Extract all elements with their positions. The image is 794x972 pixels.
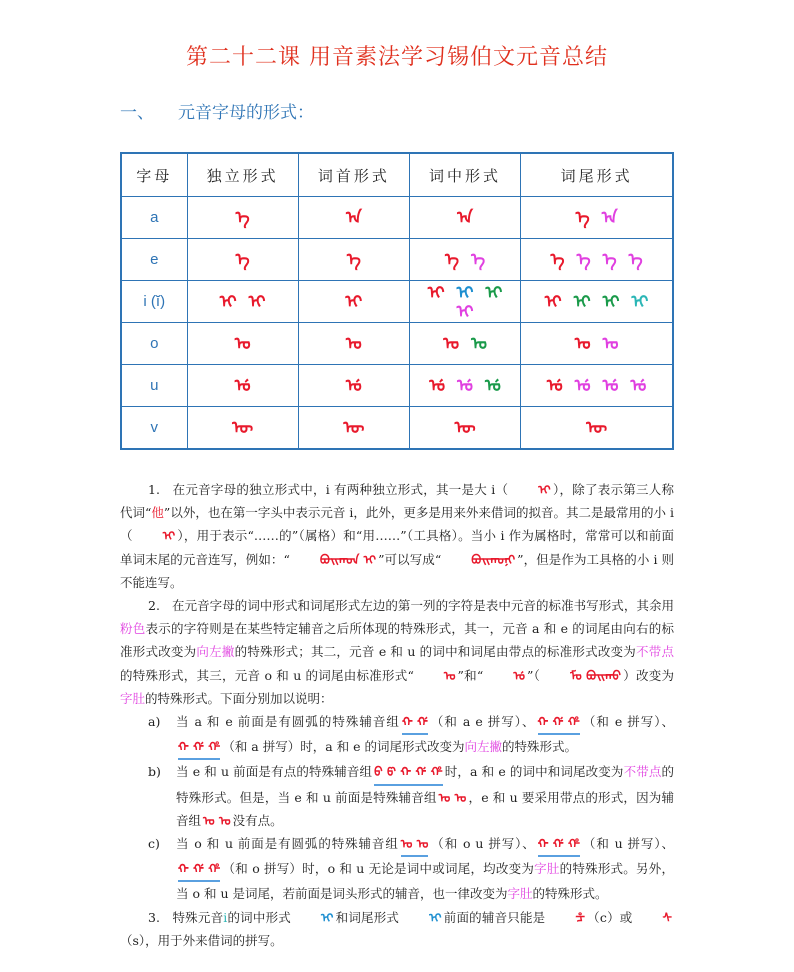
vowel-glyph: ᡠ bbox=[484, 376, 501, 396]
form-cell-final bbox=[521, 407, 673, 450]
vowel-glyph: ᠣ bbox=[471, 334, 487, 354]
vowel-glyph: ᠡ bbox=[346, 250, 361, 270]
vowel-glyph: ᡳ bbox=[573, 292, 591, 312]
paragraph-3: 3. 特殊元音i的词中形式 ᡳ 和词尾形式 ᡳ 前面的辅音只能是 ᡱ （c）或 ᠰ（s），用于外来借词的拼写。 bbox=[120, 909, 672, 948]
vowel-glyph: ᡳ bbox=[345, 292, 363, 312]
form-cell-initial bbox=[298, 281, 409, 323]
vowel-glyph: ᠣ bbox=[574, 334, 591, 354]
vowel-glyph: ᡝ bbox=[445, 250, 460, 270]
o-final-glyph: ᠣ bbox=[443, 667, 456, 683]
vowel-glyph: ᡳ bbox=[219, 292, 237, 312]
u-final-glyph: ᡠ bbox=[513, 667, 525, 683]
form-cell-medial bbox=[409, 323, 520, 365]
form-cell-independent bbox=[187, 323, 298, 365]
vowel-glyph: ᠠ bbox=[457, 208, 473, 228]
item-a: a) 当 a 和 e 前面是有圆弧的特殊辅音组 ᡴ ᡤ （和 a e 拼写）、 ᡴ ᡤ ᡥ （和 e 拼写）、ᡴ ᡤ ᡥ （和 a 拼写）时，a 和 e 的词尾形式改变为向左撇的特殊形式。 bbox=[120, 710, 674, 760]
vowel-glyph: ᡠ bbox=[546, 376, 563, 396]
item-b: b) 当 e 和 u 前面是有点的特殊辅音组 ᠪ ᡦ ᡴ ᡤ ᡥ 时，a 和 e 的词中和词尾改变为不带点的特殊形式。但是，当 e 和 u 前面是特殊辅音组 ᠣ ᠣ ，e 和 u 要采用带点的形式，因为辅音组 ᠣ ᠣ 没有点。 bbox=[120, 760, 674, 832]
big-i-glyph: ᡳ bbox=[538, 482, 551, 497]
vowel-glyph: ᡡ bbox=[343, 418, 365, 438]
vowel-glyph: ᠠ bbox=[601, 208, 618, 228]
form-cell-initial bbox=[298, 239, 409, 281]
vowel-glyph: ᡠ bbox=[457, 376, 473, 396]
vowel-glyph: ᡡ bbox=[232, 418, 254, 438]
form-cell-independent bbox=[187, 239, 298, 281]
vowel-glyph: ᡡ bbox=[454, 418, 476, 438]
vowel-glyph: ᡳ bbox=[544, 292, 562, 312]
table-row bbox=[121, 239, 673, 281]
form-cell-final bbox=[521, 281, 673, 323]
small-i-glyph: ᡳ bbox=[162, 528, 176, 544]
table-row bbox=[121, 323, 673, 365]
vowel-glyph: ᡠ bbox=[574, 376, 591, 396]
col-header-initial: 词首形式 bbox=[298, 153, 409, 197]
vowel-glyph: ᡠ bbox=[602, 376, 619, 396]
vowel-glyph: ᡠ bbox=[234, 376, 251, 396]
form-cell-medial bbox=[409, 407, 520, 450]
vowel-letter: u bbox=[121, 365, 187, 407]
col-header-final: 词尾形式 bbox=[521, 153, 673, 197]
col-header-letter: 字母 bbox=[121, 153, 187, 197]
form-cell-final bbox=[521, 323, 673, 365]
vowel-glyph: ᠠ bbox=[345, 208, 362, 228]
vowel-forms-table bbox=[120, 152, 674, 450]
vowel-letter: v bbox=[121, 407, 187, 450]
page-title: 第二十二课 用音素法学习锡伯文元音总结 bbox=[186, 45, 608, 70]
paragraph-1: 1. 在元音字母的独立形式中，i 有两种独立形式，其一是大 i（ ᡳ ），除了表示第三人称代词“他”以外，也在第一字头中表示元音 i，此外，更多是用来外来借词的拟音。其二是最常用的小 i（ ᡳ ），用于表示“……的”（属格）和“用……”（工具格）。当小 i 作为属格时，常常可以和前面单词末尾的元音连写，例如：“ ᠪᠣᡳᡴᠣᠨ ᡳ ”可以写成“ ᠪᠣᡳᡴᠣᠨᡳ ”，但是作为工具格的小 i 则不能连写。 bbox=[120, 478, 674, 594]
vowel-glyph: ᡳ bbox=[602, 292, 620, 312]
vowel-letter: o bbox=[121, 323, 187, 365]
form-cell-initial bbox=[298, 365, 409, 407]
vowel-glyph: ᡝ bbox=[628, 250, 643, 270]
vowel-glyph: ᠣ bbox=[345, 334, 362, 354]
form-cell-final bbox=[521, 197, 673, 239]
form-cell-independent bbox=[187, 197, 298, 239]
table-row bbox=[121, 365, 673, 407]
vowel-glyph: ᡳ bbox=[485, 282, 503, 303]
example-joined-glyph: ᠪᠣᡳᡴᠣᠨᡳ bbox=[471, 551, 516, 567]
section-number: 一、 bbox=[120, 103, 154, 123]
vowel-glyph: ᡡ bbox=[586, 418, 608, 438]
vowel-glyph: ᡳ bbox=[427, 282, 445, 303]
vowel-glyph: ᡳ bbox=[456, 301, 474, 322]
section-label: 元音字母的形式： bbox=[178, 103, 314, 123]
vowel-glyph: ᠡ bbox=[235, 250, 250, 270]
table-row bbox=[121, 281, 673, 323]
vowel-glyph: ᡠ bbox=[429, 376, 446, 396]
form-cell-final bbox=[521, 239, 673, 281]
paragraph-2: 2. 在元音字母的词中形式和词尾形式左边的第一列的字符是表中元音的标准书写形式，其余用粉色表示的字符则是在某些特定辅音之后所体现的特殊形式，其一，元音 a 和 e 的词尾由向右的标准形式改变为向左撇的特殊形式；其二，元音 e 和 u 的词中和词尾由带点的标准形式改变为不带点的特殊形式，其三，元音 o 和 u 的词尾由标准形式“ ᠣ ”和“ ᡠ ”（ ᠮᠣ ᠪᠣᡳᡴᠣ ）改变为字肚的特殊形式。下面分别加以说明： bbox=[120, 598, 674, 706]
vowel-glyph: ᡳ bbox=[456, 282, 474, 303]
vowel-glyph: ᡳ bbox=[631, 292, 649, 312]
vowel-glyph: ᡠ bbox=[630, 376, 647, 396]
vowel-letter: e bbox=[121, 239, 187, 281]
col-header-medial: 词中形式 bbox=[409, 153, 520, 197]
table-header-row bbox=[121, 153, 673, 197]
vowel-glyph: ᡝ bbox=[550, 250, 565, 270]
section-heading bbox=[120, 98, 314, 123]
example-words-glyph: ᠮᠣ ᠪᠣᡳᡴᠣ bbox=[570, 667, 621, 683]
form-cell-independent bbox=[187, 407, 298, 450]
vowel-glyph: ᡝ bbox=[576, 250, 591, 270]
form-cell-medial bbox=[409, 365, 520, 407]
vowel-glyph: ᡝ bbox=[471, 250, 486, 270]
form-cell-medial bbox=[409, 197, 520, 239]
table-row bbox=[121, 197, 673, 239]
form-cell-initial bbox=[298, 323, 409, 365]
col-header-independent: 独立形式 bbox=[187, 153, 298, 197]
vowel-glyph: ᡳ bbox=[248, 292, 266, 312]
form-cell-independent bbox=[187, 281, 298, 323]
form-cell-initial bbox=[298, 407, 409, 450]
vowel-letter: a bbox=[121, 197, 187, 239]
vowel-letter: i (ĭ) bbox=[121, 281, 187, 323]
vowel-glyph: ᠣ bbox=[234, 334, 251, 354]
form-cell-final bbox=[521, 365, 673, 407]
example-word-glyph: ᠪᠣᡳᡴᠣᠨ ᡳ bbox=[319, 551, 377, 567]
table-row bbox=[121, 407, 673, 450]
explanation-body bbox=[120, 478, 674, 952]
vowel-glyph: ᠣ bbox=[602, 334, 619, 354]
vowel-glyph: ᡝ bbox=[602, 250, 617, 270]
item-c: c) 当 o 和 u 前面是有圆弧的特殊辅音组 ᠣ ᠣ （和 o u 拼写）、 ᡴ ᡤ ᡥ （和 u 拼写）、ᡴ ᡤ ᡥ （和 o 拼写）时，o 和 u 无论是词中或词尾，均改变为字肚的特殊形式。另外，当 o 和 u 是词尾，若前面是词头形式的辅音，也一律改变为字肚的特殊形式。 bbox=[120, 832, 674, 906]
vowel-glyph: ᡝ bbox=[575, 208, 590, 228]
vowel-glyph: ᠣ bbox=[443, 334, 460, 354]
form-cell-initial bbox=[298, 197, 409, 239]
vowel-glyph: ᡝ bbox=[235, 208, 250, 228]
vowel-glyph: ᡠ bbox=[345, 376, 362, 396]
form-cell-medial bbox=[409, 239, 520, 281]
form-cell-medial bbox=[409, 281, 520, 323]
form-cell-independent bbox=[187, 365, 298, 407]
